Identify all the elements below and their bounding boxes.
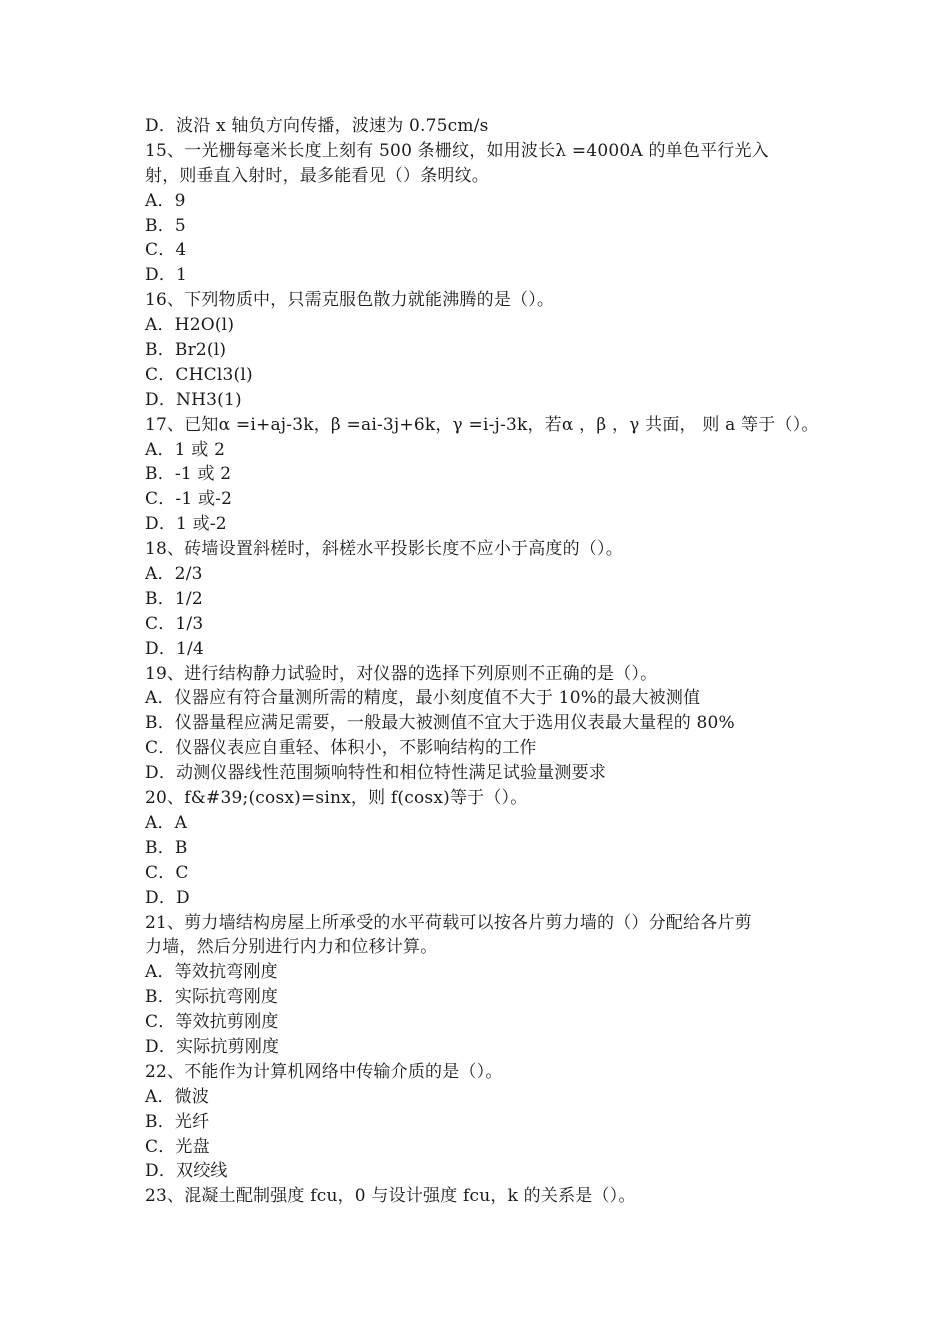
option-line: A．等效抗弯刚度 bbox=[145, 962, 278, 983]
question-text: 力墙，然后分别进行内力和位移计算。 bbox=[145, 937, 438, 958]
option-line: A．微波 bbox=[145, 1086, 210, 1107]
question-18 bbox=[145, 537, 815, 661]
option-line: B．Br2(l) bbox=[145, 340, 227, 361]
option-line: A．仪器应有符合量测所需的精度，最小刻度值不大于 10%的最大被测值 bbox=[145, 688, 701, 709]
question-text: 15、一光栅每毫米长度上刻有 500 条栅纹，如用波长λ =4000A 的单色平行光入 bbox=[145, 140, 769, 161]
option-line: C．4 bbox=[145, 240, 187, 261]
option-line: B．实际抗弯刚度 bbox=[145, 987, 279, 1008]
question-15 bbox=[145, 139, 815, 288]
option-line: D．动测仪器线性范围频响特性和相位特性满足试验量测要求 bbox=[145, 763, 607, 784]
option-line: A．2/3 bbox=[145, 564, 203, 585]
option-line: D．实际抗剪刚度 bbox=[145, 1036, 280, 1057]
question-19 bbox=[145, 662, 815, 786]
option-line: B．光纤 bbox=[145, 1111, 210, 1132]
question-17 bbox=[145, 413, 819, 537]
question-16 bbox=[145, 288, 815, 412]
option-line: C．CHCl3(l) bbox=[145, 364, 253, 385]
question-text: 16、下列物质中，只需克服色散力就能沸腾的是（）。 bbox=[145, 290, 555, 311]
option-line: C．C bbox=[145, 862, 189, 883]
option-line: D．D bbox=[145, 887, 190, 908]
option-line: B．5 bbox=[145, 215, 186, 236]
option-line: C．仪器仪表应自重轻、体积小，不影响结构的工作 bbox=[145, 738, 537, 759]
question-22 bbox=[145, 1060, 815, 1184]
option-line: A．A bbox=[145, 812, 188, 833]
option-line: C．光盘 bbox=[145, 1136, 210, 1157]
option-line: D．双绞线 bbox=[145, 1161, 228, 1182]
option-line: A．H2O(l) bbox=[145, 315, 235, 336]
question-text: 19、进行结构静力试验时，对仪器的选择下列原则不正确的是（）。 bbox=[145, 663, 658, 684]
option-line: D．波沿 x 轴负方向传播，波速为 0.75cm/s bbox=[145, 116, 489, 136]
question-text: 18、砖墙设置斜槎时，斜槎水平投影长度不应小于高度的（）。 bbox=[145, 539, 623, 560]
option-line: D．NH3(1) bbox=[145, 389, 242, 410]
question-text: 23、混凝土配制强度 fcu，0 与设计强度 fcu，k 的关系是（）。 bbox=[145, 1186, 636, 1207]
option-line: B．仪器量程应满足需要，一般最大被测值不宜大于选用仪表最大量程的 80% bbox=[145, 713, 735, 734]
option-line: D．1/4 bbox=[145, 638, 204, 659]
question-text: 21、剪力墙结构房屋上所承受的水平荷载可以按各片剪力墙的（）分配给各片剪 bbox=[145, 912, 752, 933]
option-line: B．-1 或 2 bbox=[145, 464, 232, 485]
option-line: B．1/2 bbox=[145, 588, 203, 609]
option-line: A．9 bbox=[145, 190, 186, 211]
question-text: 17、已知α =i+aj-3k，β =ai-3j+6k，γ =i-j-3k，若α ，β ，γ 共面， 则 a 等于（）。 bbox=[145, 414, 819, 435]
option-line: B．B bbox=[145, 837, 188, 858]
option-line: C．-1 或-2 bbox=[145, 489, 233, 510]
option-line: C．等效抗剪刚度 bbox=[145, 1012, 279, 1033]
question-21 bbox=[145, 911, 815, 1060]
question-text: 射，则垂直入射时，最多能看见（）条明纹。 bbox=[145, 165, 489, 186]
question-20 bbox=[145, 786, 815, 910]
document-body bbox=[145, 114, 819, 1209]
question-14-tail bbox=[145, 114, 815, 139]
option-line: A．1 或 2 bbox=[145, 439, 226, 460]
question-23 bbox=[145, 1184, 815, 1209]
option-line: C．1/3 bbox=[145, 613, 204, 634]
option-line: D．1 bbox=[145, 265, 188, 286]
question-text: 22、不能作为计算机网络中传输介质的是（）。 bbox=[145, 1061, 503, 1082]
option-line: D．1 或-2 bbox=[145, 514, 227, 535]
question-text: 20、f&#39;(cosx)=sinx，则 f(cosx)等于（）。 bbox=[145, 788, 528, 809]
